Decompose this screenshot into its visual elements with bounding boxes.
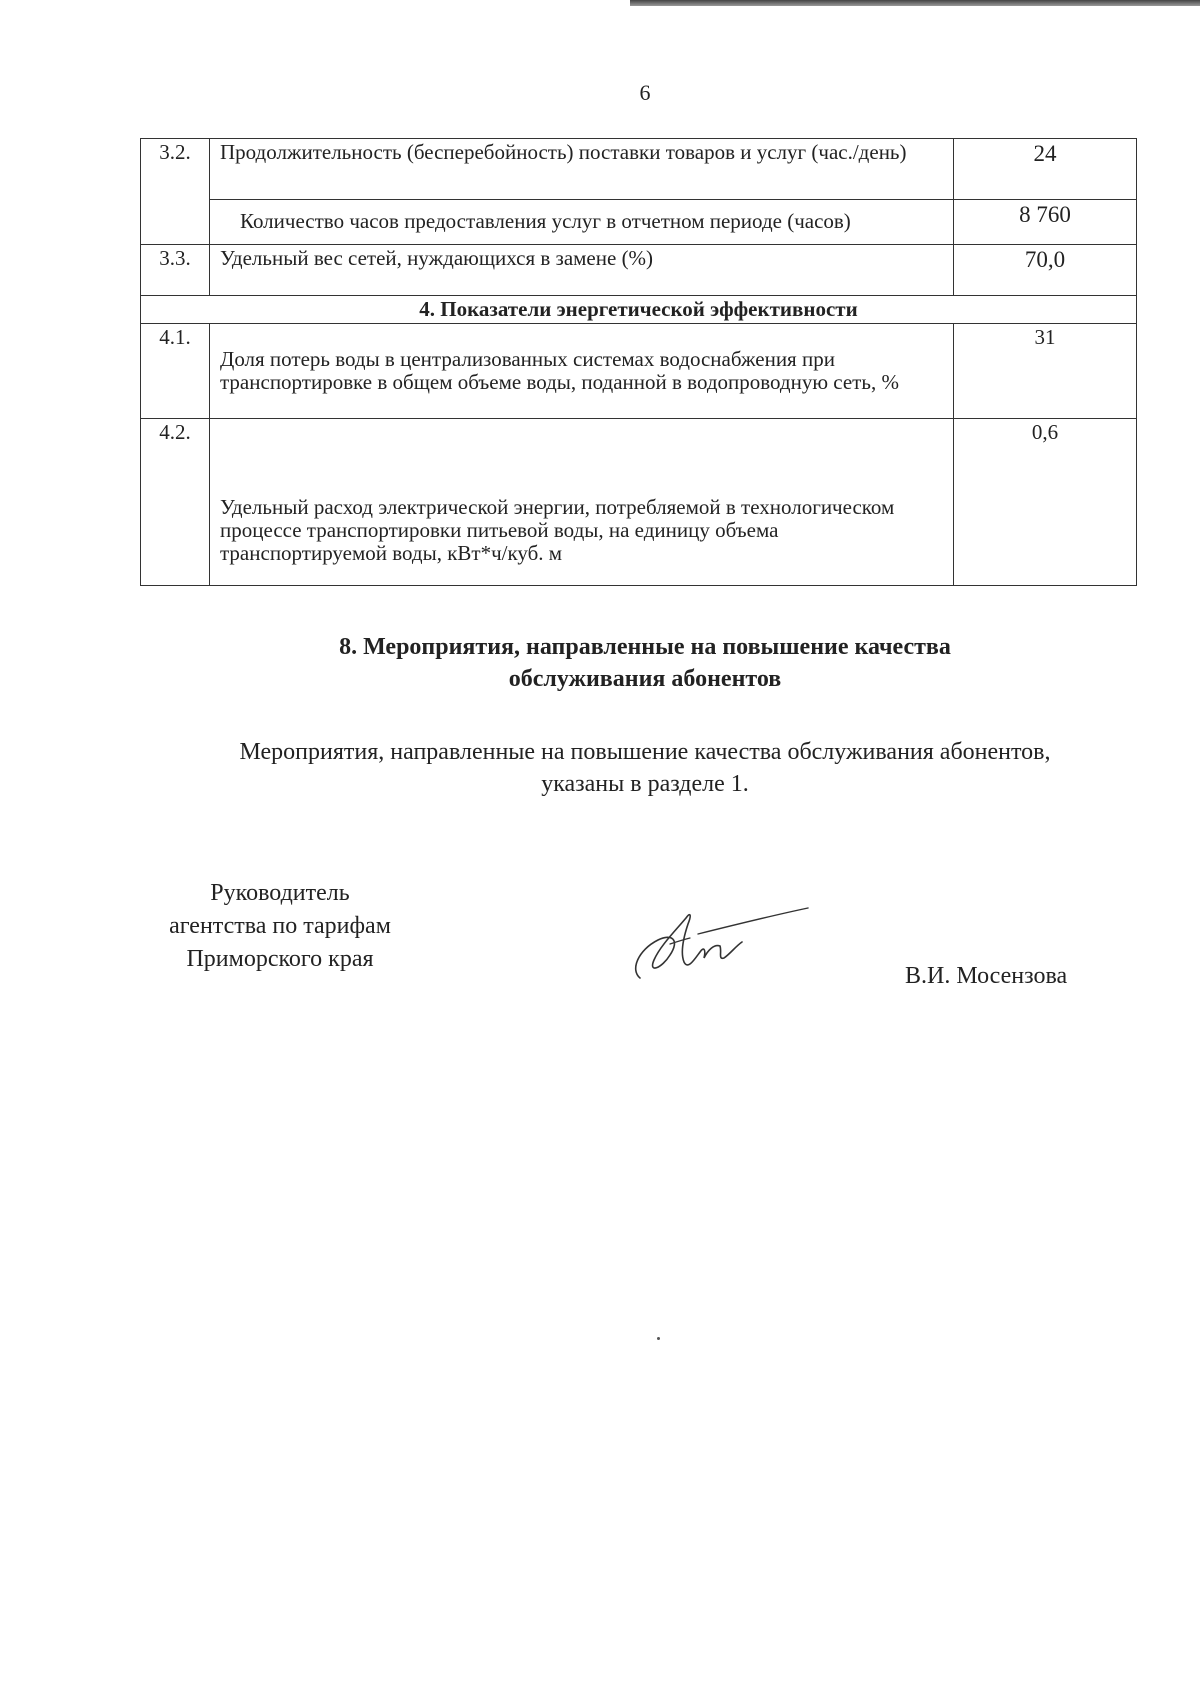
section-text-line: Мероприятия, направленные на повышение качества обслуживания абонентов, (239, 739, 1051, 765)
table-row (141, 245, 1137, 296)
signer-name: В.И. Мосензова (905, 963, 1068, 989)
row-value: 24 (954, 139, 1137, 200)
row-value: 31 (954, 324, 1137, 419)
handwritten-signature (610, 900, 810, 990)
scan-speck (657, 1337, 660, 1340)
row-number: 4.1. (141, 324, 210, 419)
row-value: 70,0 (954, 245, 1137, 296)
row-description: Количество часов предоставления услуг в отчетном периоде (часов) (210, 200, 954, 245)
section-8-text (0, 737, 1200, 801)
table-section-row (141, 296, 1137, 324)
row-description: Доля потерь воды в централизованных системах водоснабжения при транспортировке в общем объеме воды, поданной в водопроводную сеть, % (210, 324, 954, 419)
signer-position-line: агентства по тарифам (169, 912, 391, 939)
section-title-line: обслуживания абонентов (508, 665, 782, 692)
row-number: 3.2. (141, 139, 210, 245)
signer-position-line: Руководитель (210, 880, 350, 906)
section-text-line: указаны в разделе 1. (541, 770, 749, 797)
row-number: 4.2. (141, 419, 210, 586)
signer-position (130, 877, 430, 976)
table-row (141, 139, 1137, 200)
scan-edge-line (630, 0, 1200, 6)
section-heading: 4. Показатели энергетической эффективности (141, 296, 1137, 324)
row-number: 3.3. (141, 245, 210, 296)
table-row (141, 324, 1137, 419)
page-number: 6 (639, 80, 651, 105)
table-row (141, 200, 1137, 245)
row-description: Удельный вес сетей, нуждающихся в замене (%) (210, 245, 954, 296)
row-value: 8 760 (954, 200, 1137, 245)
row-description: Продолжительность (бесперебойность) поставки товаров и услуг (час./день) (210, 139, 954, 200)
section-title-line: 8. Мероприятия, направленные на повышение качества (339, 634, 951, 660)
indicators-table (140, 138, 1137, 586)
row-value: 0,6 (954, 419, 1137, 586)
table-row (141, 419, 1137, 586)
signer-position-line: Приморского края (186, 945, 374, 972)
row-description: Удельный расход электрической энергии, потребляемой в технологическом процессе транспортировки питьевой воды, на единицу объема транспортируемой воды, кВт*ч/куб. м (210, 419, 954, 586)
section-8-title (0, 632, 1200, 696)
